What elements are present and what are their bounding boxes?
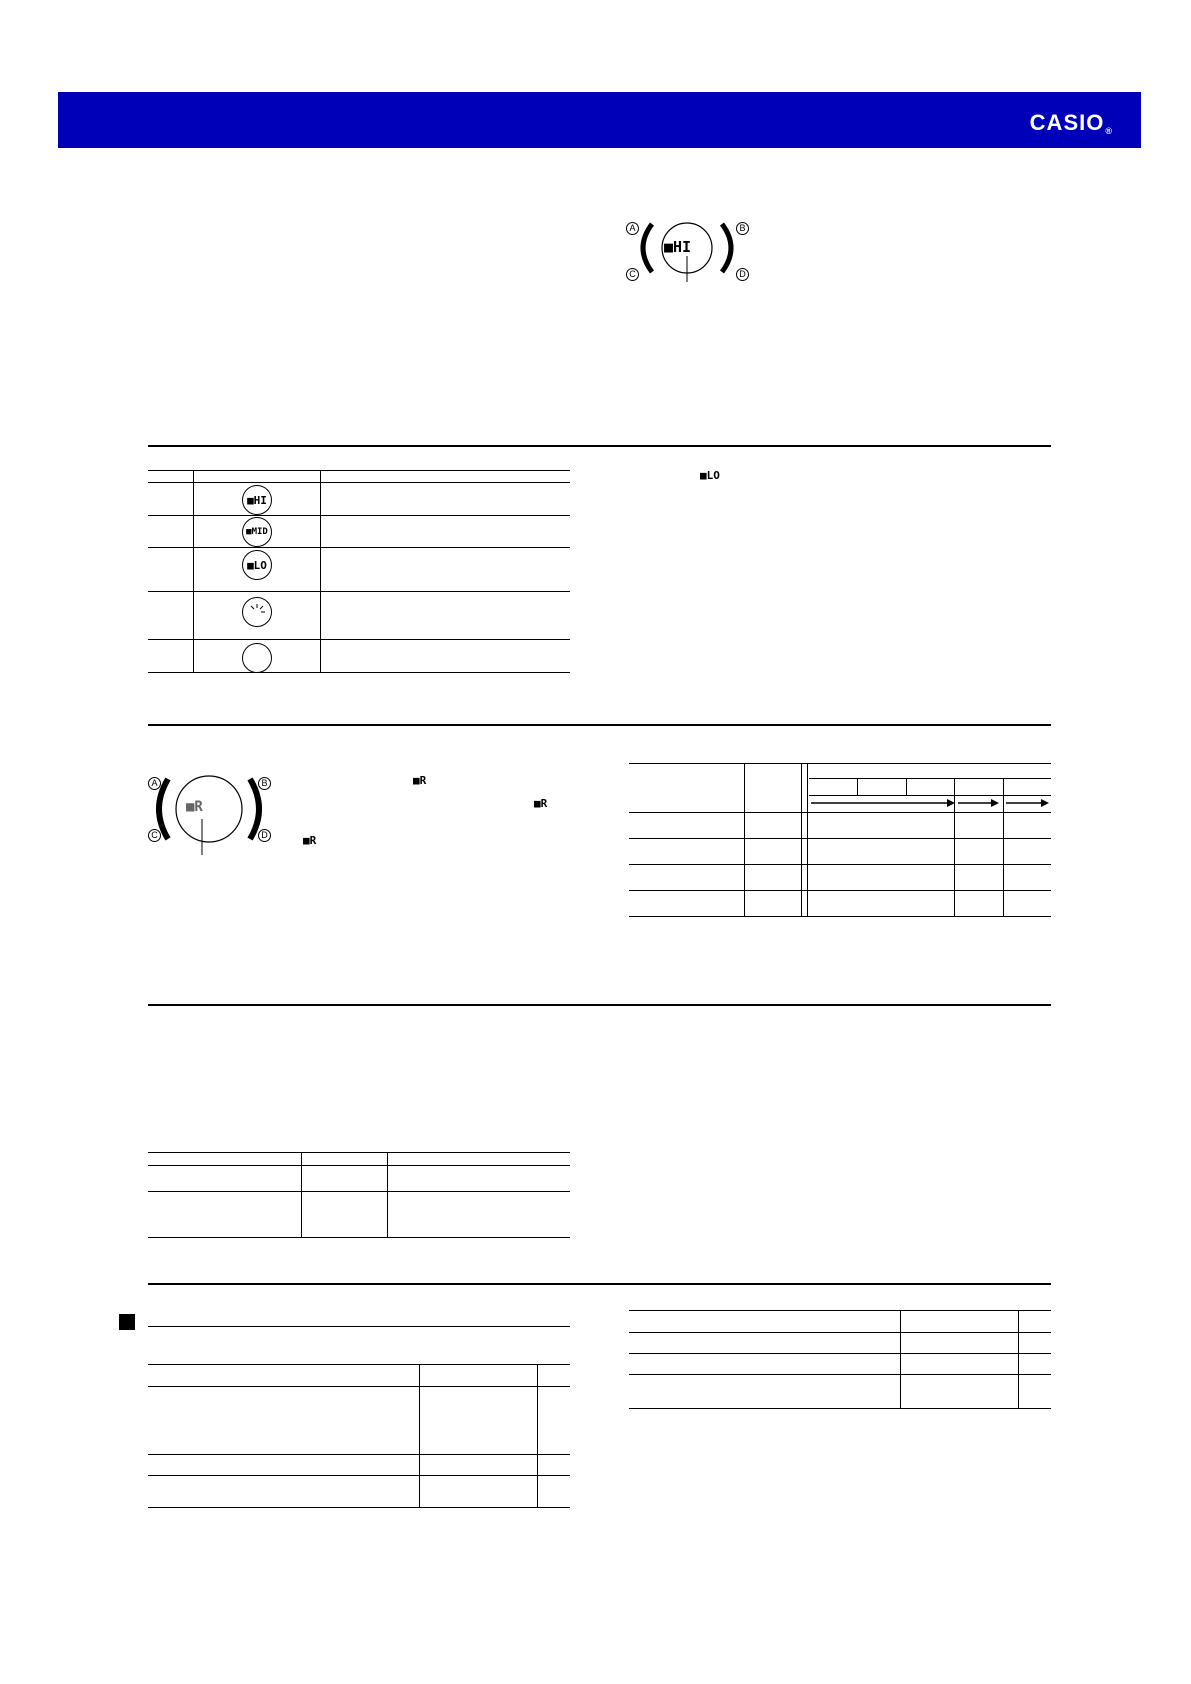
level-lo-icon: ■LO: [242, 550, 272, 580]
table-column-rule: [387, 1152, 388, 1238]
table-row-rule: [148, 1191, 570, 1192]
table-row-rule: [148, 1475, 570, 1476]
table-column-rule: [801, 763, 802, 917]
table-row-rule: [629, 1353, 1051, 1354]
table-header-rule: [148, 482, 570, 483]
level-mid-icon: ■MID: [242, 517, 272, 547]
button-d-icon: D: [258, 829, 271, 842]
inline-r-indicator: ■R: [413, 774, 427, 787]
watch-illustration-mid: [148, 775, 270, 855]
button-d-icon: D: [736, 268, 749, 281]
inline-lo-indicator: ■LO: [700, 469, 720, 482]
table-column-rule: [301, 1152, 302, 1238]
table-bottom-rule: [629, 1408, 1051, 1409]
table-row-rule: [148, 515, 570, 516]
table-header-rule: [148, 1165, 570, 1166]
spec-table: [148, 1364, 570, 1508]
button-b-icon: B: [736, 222, 749, 235]
table-row-rule: [629, 838, 1051, 839]
button-a-icon: A: [148, 777, 161, 790]
spec-table: [148, 1152, 570, 1238]
table-header-rule: [148, 1386, 570, 1387]
watch-illustration-top: [626, 216, 748, 282]
table-row-rule: [629, 812, 1051, 813]
button-b-icon: B: [258, 777, 271, 790]
flash-rays-icon: [247, 602, 267, 622]
table-row-rule: [629, 890, 1051, 891]
table-row-rule: [148, 547, 570, 548]
section-divider: [148, 1283, 1051, 1285]
table-column-rule: [857, 778, 858, 795]
table-column-rule: [1018, 1310, 1019, 1409]
table-bottom-rule: [629, 916, 1051, 917]
header-banner: [58, 92, 1141, 148]
blank-display-icon: [242, 643, 272, 673]
table-column-rule: [537, 1364, 538, 1508]
registered-mark: ®: [1105, 126, 1113, 136]
table-subheader-rule: [809, 795, 1051, 796]
watch-display-r: ■R: [186, 799, 203, 815]
watch-case-icon: [148, 775, 270, 855]
table-top-rule: [148, 1152, 570, 1153]
brand-name: CASIO: [1029, 110, 1105, 135]
inline-r-indicator: ■R: [534, 797, 548, 810]
watch-display-hi: ■HI: [664, 238, 692, 256]
spec-table: [629, 1310, 1051, 1409]
table-subheader-rule: [809, 778, 1051, 779]
table-column-rule: [906, 778, 907, 795]
table-top-rule: [629, 763, 1051, 764]
button-a-icon: A: [626, 222, 639, 235]
table-row-rule: [629, 864, 1051, 865]
inline-r-indicator: ■R: [303, 834, 317, 847]
table-row-rule: [148, 591, 570, 592]
table-bottom-rule: [148, 1507, 570, 1508]
flashing-display-icon: [242, 597, 272, 627]
level-table: [148, 470, 570, 673]
level-hi-icon: ■HI: [242, 485, 272, 515]
table-row-rule: [148, 1454, 570, 1455]
section-bullet-icon: [119, 1314, 135, 1330]
table-bottom-rule: [148, 1237, 570, 1238]
table-column-rule: [193, 470, 194, 673]
section-divider: [148, 1004, 1051, 1006]
table-top-rule: [148, 470, 570, 471]
table-row-rule: [148, 639, 570, 640]
subsection-rule: [148, 1326, 570, 1327]
table-column-rule: [807, 763, 808, 917]
table-column-rule: [900, 1310, 901, 1409]
progression-arrows-icon: [811, 797, 1051, 809]
table-top-rule: [629, 1310, 1051, 1311]
table-top-rule: [148, 1364, 570, 1365]
table-column-rule: [744, 763, 745, 917]
table-row-rule: [629, 1374, 1051, 1375]
table-column-rule: [320, 470, 321, 673]
section-divider: [148, 445, 1051, 447]
timing-table: [629, 763, 1051, 917]
section-divider: [148, 724, 1051, 726]
button-c-icon: C: [148, 829, 161, 842]
button-c-icon: C: [626, 268, 639, 281]
table-bottom-rule: [148, 672, 570, 673]
table-header-rule: [629, 1332, 1051, 1333]
table-column-rule: [419, 1364, 420, 1508]
casio-logo: [1030, 110, 1113, 136]
